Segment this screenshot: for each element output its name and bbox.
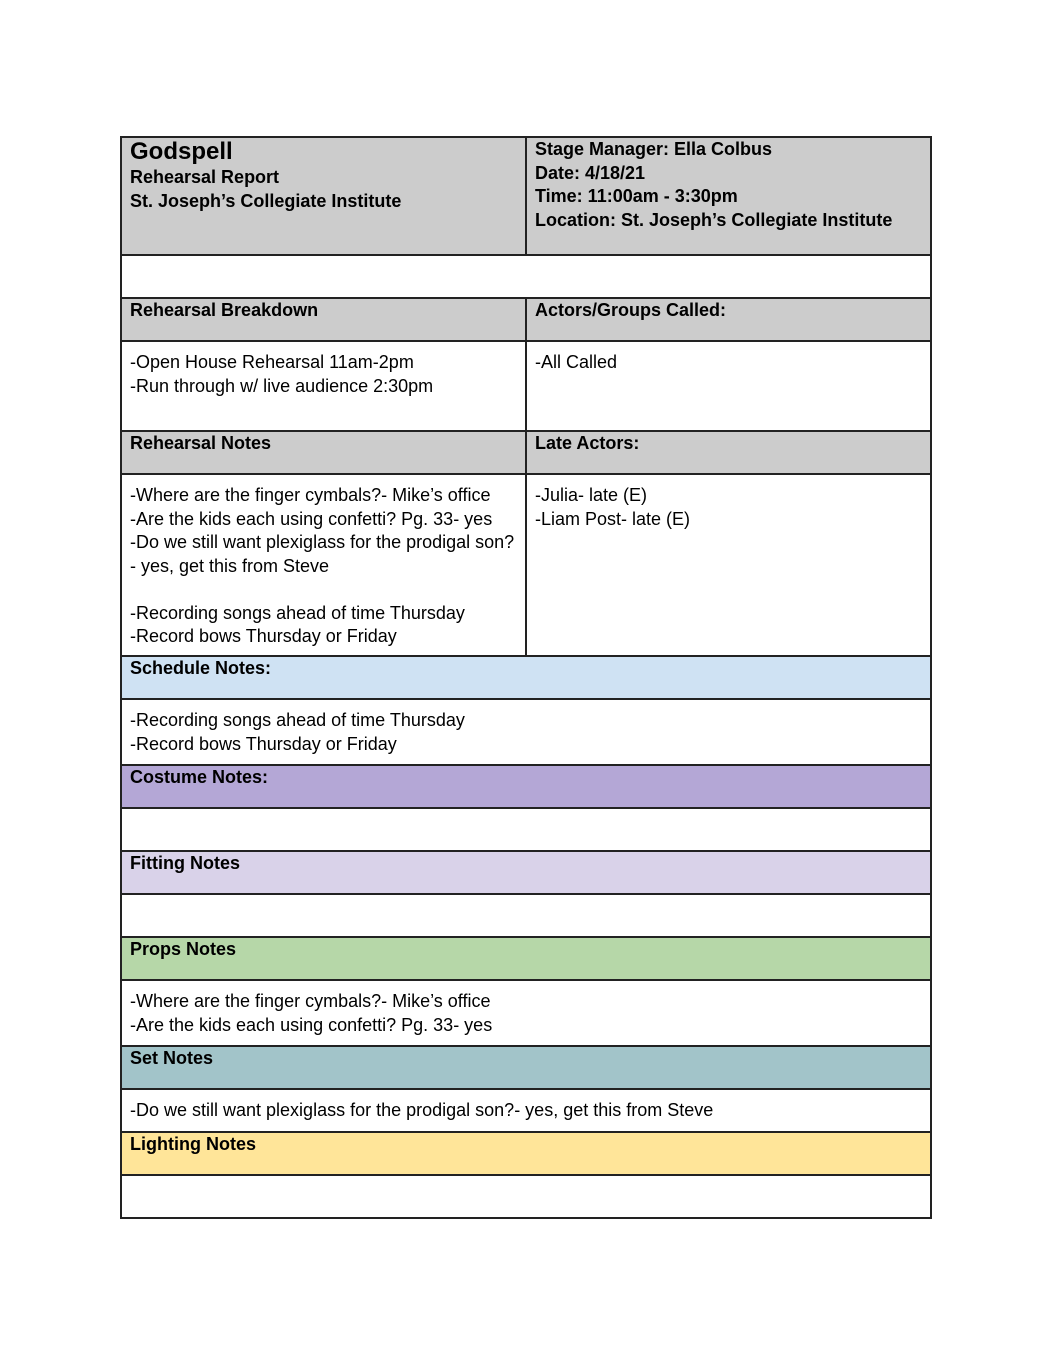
late-actor-line: -Julia- late (E) [535,485,648,505]
report-title-cell [121,137,526,255]
schedule-notes-body-row [121,699,931,765]
rehearsal-notes-heading: Rehearsal Notes [121,431,526,474]
breakdown-body-row [121,341,931,431]
costume-notes-heading: Costume Notes: [121,765,931,808]
rehearsal-note-line: -Are the kids each using confetti? Pg. 33- yes [130,508,493,529]
breakdown-header-row [121,298,931,341]
props-notes-heading: Props Notes [121,937,931,980]
report-date: Date: 4/18/21 [535,162,646,183]
school-name: St. Joseph’s Collegiate Institute [130,190,402,211]
rehearsal-note-line: -Recording songs ahead of time Thursday [130,602,465,623]
rehearsal-report-table [120,136,932,1219]
rehearsal-breakdown-body [121,341,526,431]
actors-called-heading: Actors/Groups Called: [526,298,931,341]
set-notes-heading: Set Notes [121,1046,931,1089]
fitting-notes-header-row [121,851,931,894]
costume-notes-body [121,808,931,851]
lighting-notes-header-row [121,1132,931,1175]
fitting-notes-heading: Fitting Notes [121,851,931,894]
report-time: Time: 11:00am - 3:30pm [535,186,738,206]
fitting-notes-body-row [121,894,931,937]
schedule-note-line: -Record bows Thursday or Friday [130,733,397,754]
props-notes-body-row [121,980,931,1046]
props-note-line: -Are the kids each using confetti? Pg. 33- yes [130,1014,493,1035]
actors-called-body [526,341,931,431]
fitting-notes-body [121,894,931,937]
rehearsal-note-line: -Record bows Thursday or Friday [130,626,397,646]
set-notes-header-row [121,1046,931,1089]
schedule-notes-heading: Schedule Notes: [121,656,931,699]
props-notes-header-row [121,937,931,980]
late-actor-line: -Liam Post- late (E) [535,508,691,529]
report-location: Location: St. Joseph’s Collegiate Institute [535,209,893,230]
costume-notes-body-row [121,808,931,851]
rehearsal-breakdown-heading: Rehearsal Breakdown [121,298,526,341]
rehearsal-note-line: -Do we still want plexiglass for the prodigal son?- yes, get this from Steve [130,532,515,576]
breakdown-line: -Run through w/ live audience 2:30pm [130,375,434,396]
schedule-notes-body [121,699,931,765]
set-note-line: -Do we still want plexiglass for the prodigal son?- yes, get this from Steve [130,1100,714,1120]
late-actors-body [526,474,931,656]
spacer-cell [121,255,931,298]
stage-manager: Stage Manager: Ella Colbus [535,139,773,159]
rehearsal-notes-body [121,474,526,656]
rehearsal-note-line: -Where are the finger cymbals?- Mike’s office [130,485,491,505]
report-type: Rehearsal Report [130,167,280,187]
note-gap [130,578,517,602]
late-actors-heading: Late Actors: [526,431,931,474]
costume-notes-header-row [121,765,931,808]
schedule-note-line: -Recording songs ahead of time Thursday [130,710,465,730]
breakdown-line: -Open House Rehearsal 11am-2pm [130,352,414,372]
actors-called-line: -All Called [535,352,618,372]
notes-body-row [121,474,931,656]
lighting-notes-body-row [121,1175,931,1218]
show-title: Godspell [130,138,233,165]
report-info-cell [526,137,931,255]
set-notes-body-row [121,1089,931,1132]
lighting-notes-body [121,1175,931,1218]
notes-header-row [121,431,931,474]
props-note-line: -Where are the finger cymbals?- Mike’s office [130,991,491,1011]
spacer-row [121,255,931,298]
schedule-notes-header-row [121,656,931,699]
props-notes-body [121,980,931,1046]
set-notes-body [121,1089,931,1132]
lighting-notes-heading: Lighting Notes [121,1132,931,1175]
report-header-row [121,137,931,255]
